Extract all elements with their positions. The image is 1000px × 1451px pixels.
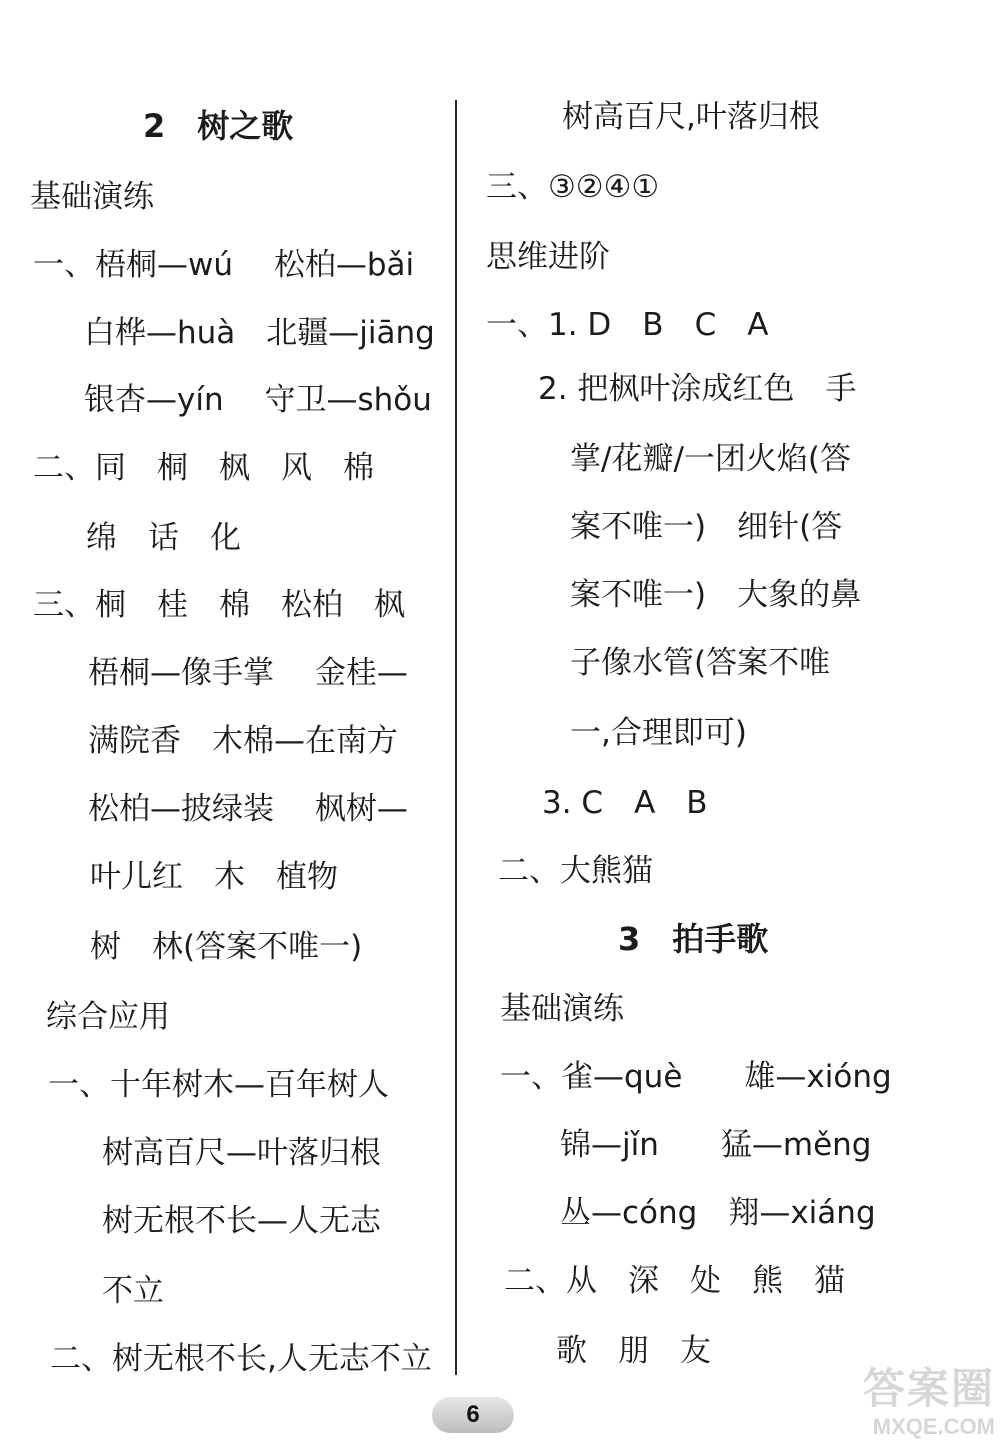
answer-line: 子像水管(答案不唯 [570,645,831,681]
answer-line: 白桦—huà 北疆—jiāng [84,315,435,351]
answer-line: 一、雀—què 雄—xióng [500,1059,892,1095]
answer-line: 绵 话 化 [86,520,241,556]
answer-line: 树 林(答案不唯一) [90,929,363,965]
column-divider [455,100,457,1375]
answer-line: 二、树无根不长,人无志不立 [50,1341,432,1377]
answer-line: 三、桐 桂 棉 松柏 枫 [33,587,405,623]
answer-line: 一,合理即可) [570,715,747,751]
answer-line: 锦—jǐn 猛—měng [560,1127,872,1163]
answer-line: 一、十年树木—百年树人 [48,1067,389,1103]
page-number: 6 [466,1401,480,1428]
answer-line: 三、③②④① [486,169,660,205]
subsection-heading: 基础演练 [30,179,154,215]
answer-line: 树高百尺—叶落归根 [102,1135,381,1171]
subsection-heading: 综合应用 [46,999,170,1035]
subsection-heading: 思维进阶 [486,239,610,275]
answer-line: 树无根不长—人无志 [102,1203,381,1239]
section-title-lesson-2: 2 树之歌 [143,107,294,145]
answer-line: 案不唯一) 大象的鼻 [570,577,862,613]
watermark-logo [795,1365,995,1451]
answer-line: 3. C A B [542,785,708,821]
section-title-lesson-3: 3 拍手歌 [618,920,769,958]
watermark-url: MXQE.COM [872,1414,995,1439]
answer-line: 叶儿红 木 植物 [90,859,338,895]
answer-line: 松柏—披绿装 枫树— [88,791,408,827]
page-number-badge [432,1397,514,1433]
answer-line: 满院香 木棉—在南方 [88,723,398,759]
answer-line: 二、同 桐 枫 风 棉 [33,450,374,486]
answer-line: 丛—cóng 翔—xiáng [560,1195,876,1231]
answer-line: 梧桐—像手掌 金桂— [88,655,408,691]
answer-line: 歌 朋 友 [556,1333,711,1369]
answer-line: 二、大熊猫 [498,853,653,889]
answer-line: 银杏—yín 守卫—shǒu [84,382,432,418]
answer-line: 树高百尺,叶落归根 [562,99,820,135]
subsection-heading: 基础演练 [500,991,624,1027]
answer-line: 掌/花瓣/一团火焰(答 [570,441,851,477]
answer-line: 2. 把枫叶涂成红色 手 [538,371,857,407]
answer-line: 二、从 深 处 熊 猫 [504,1263,845,1299]
answer-line: 一、梧桐—wú 松柏—bǎi [33,247,415,283]
answer-line: 一、1. D B C A [486,307,769,343]
watermark-text: 答案圈 [862,1365,995,1412]
answer-line: 案不唯一) 细针(答 [570,509,843,545]
answer-line: 不立 [102,1273,164,1309]
